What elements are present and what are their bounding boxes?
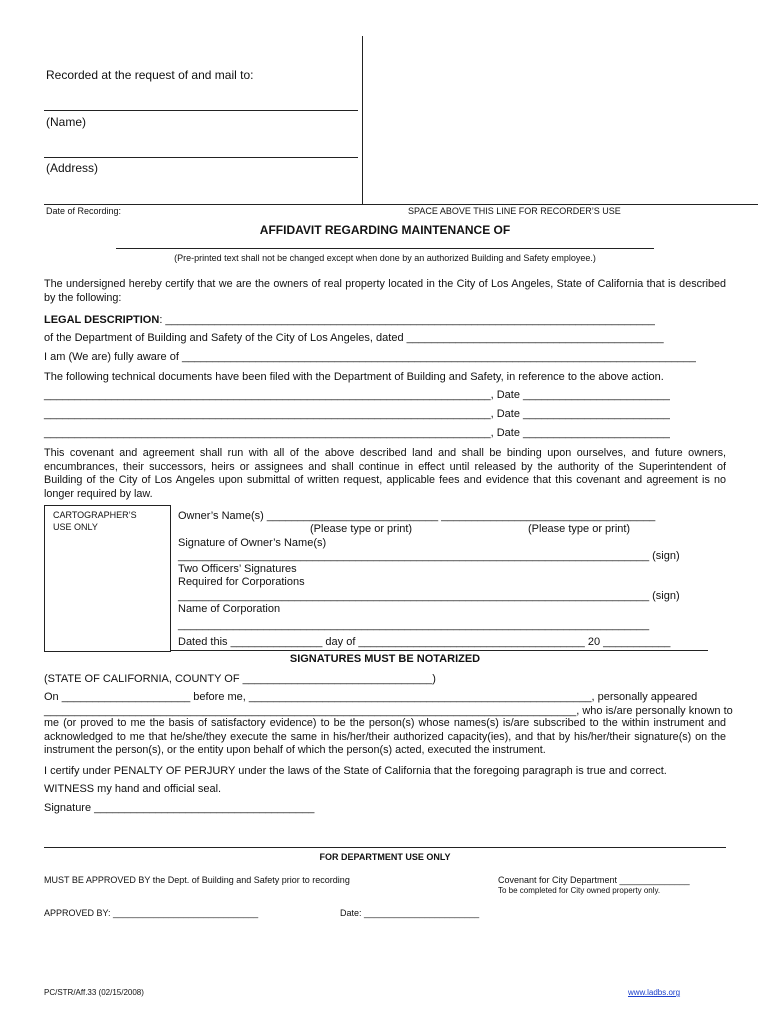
city-owned-note: To be completed for City owned property only.	[498, 886, 661, 895]
recorded-at-label: Recorded at the request of and mail to:	[46, 68, 254, 82]
perjury-statement: I certify under PENALTY OF PERJURY under the laws of the State of California that the foregoing paragraph is true and correct.	[44, 765, 667, 777]
officers-sign-line: _____________________________________________________________________________ (sign)	[178, 590, 680, 602]
document-row: _________________________________________________________________________, Date ________________________	[44, 389, 670, 401]
covenant-paragraph: This covenant and agreement shall run with all of the above described land and shall be binding upon ourselves, and future owners, encumbrances, their successors, heirs or assignees and shall continue in effect until released by the authority of the Superintendent of Building of the City of Los Angeles upon submittal of written request, applicable fees and evidence that this covenant and agreement is no longer required by law.	[44, 447, 726, 500]
space-above-label: SPACE ABOVE THIS LINE FOR RECORDER’S USE	[408, 206, 621, 216]
department-divider	[44, 847, 726, 848]
on-before-me-line: On _____________________ before me, ________________________________________________________, personally appeared	[44, 691, 698, 703]
cartographer-use-only: USE ONLY	[53, 522, 98, 532]
owners-bottom-line	[170, 650, 708, 651]
preprinted-note: (Pre-printed text shall not be changed except when done by an authorized Building and Safety employee.)	[174, 253, 596, 263]
state-county-line: (STATE OF CALIFORNIA, COUNTY OF _______________________________)	[44, 673, 436, 685]
please-print-2: (Please type or print)	[528, 523, 631, 535]
owners-name-line: Owner’s Name(s) ____________________________ ___________________________________	[178, 510, 656, 522]
document-row: _________________________________________________________________________, Date ________________________	[44, 408, 670, 420]
corporation-name-blank: _____________________________________________________________________________	[178, 619, 650, 631]
cartographer-box	[44, 505, 171, 652]
document-title: AFFIDAVIT REGARDING MAINTENANCE OF	[259, 223, 511, 237]
date-of-recording-label: Date of Recording:	[46, 206, 122, 216]
address-label: (Address)	[46, 161, 99, 175]
recorder-divider	[362, 36, 363, 204]
owners-sign-line: _____________________________________________________________________________ (sign)	[178, 550, 680, 562]
covenant-city-department-label: Covenant for City Department ______________	[498, 875, 690, 885]
owners-signature-label: Signature of Owner’s Name(s)	[178, 537, 327, 549]
name-label: (Name)	[46, 115, 87, 129]
form-id: PC/STR/Aff.33 (02/15/2008)	[44, 988, 144, 997]
certify-paragraph: The undersigned hereby certify that we are the owners of real property located in the City of Los Angeles, State of California that is described by the following:	[44, 278, 726, 304]
two-officers-label: Two Officers’ Signatures	[178, 563, 297, 575]
corporation-name-label: Name of Corporation	[178, 603, 281, 615]
dated-this-line: Dated this _______________ day of _____________________________________ 20 ___________	[178, 636, 671, 648]
acknowledgment-paragraph: me (or proved to me the basis of satisfactory evidence) to be the person(s) whose names(s) is/are subscribed to the within instrument and acknowledged to me that he/she/they execute the same in his/her/their authorized capacity(ies), and that by his/her/their signature(s) on the instrument the person(s), or the entity upon behalf of which the person(s) acted, executed the instrument.	[44, 717, 726, 756]
address-line	[44, 157, 358, 158]
personally-known-line: _______________________________________________________________________________________, who is/are personally known to	[44, 705, 733, 717]
department-use-heading: FOR DEPARTMENT USE ONLY	[319, 852, 451, 862]
aware-of-line: I am (We are) fully aware of ____________________________________________________________________________________	[44, 351, 696, 363]
must-be-approved-label: MUST BE APPROVED BY the Dept. of Building and Safety prior to recording	[44, 875, 350, 885]
cartographer-label: CARTOGRAPHER’S	[53, 510, 137, 520]
approval-date-line: Date: _______________________	[340, 908, 480, 918]
recorder-space-line	[44, 204, 758, 205]
legal-description-blank: : ________________________________________________________________________________	[159, 314, 655, 326]
name-line	[44, 110, 358, 111]
website-link[interactable]: www.ladbs.org	[628, 988, 681, 997]
required-corporations-label: Required for Corporations	[178, 576, 305, 588]
department-dated-line: of the Department of Building and Safety of the City of Los Angeles, dated __________________________________________	[44, 332, 664, 344]
title-blank-line	[116, 248, 654, 249]
legal-description-label: LEGAL DESCRIPTION	[44, 314, 160, 326]
approved-by-line: APPROVED BY: _____________________________	[44, 908, 259, 918]
witness-statement: WITNESS my hand and official seal.	[44, 783, 222, 795]
signatures-notarized-heading: SIGNATURES MUST BE NOTARIZED	[289, 653, 481, 665]
notary-signature-line: Signature ____________________________________	[44, 802, 315, 814]
document-row: _________________________________________________________________________, Date ________________________	[44, 427, 670, 439]
please-print-1: (Please type or print)	[310, 523, 413, 535]
legal-description-row	[44, 314, 655, 326]
technical-documents-line: The following technical documents have been filed with the Department of Building and Safety, in reference to the above action.	[44, 371, 664, 383]
